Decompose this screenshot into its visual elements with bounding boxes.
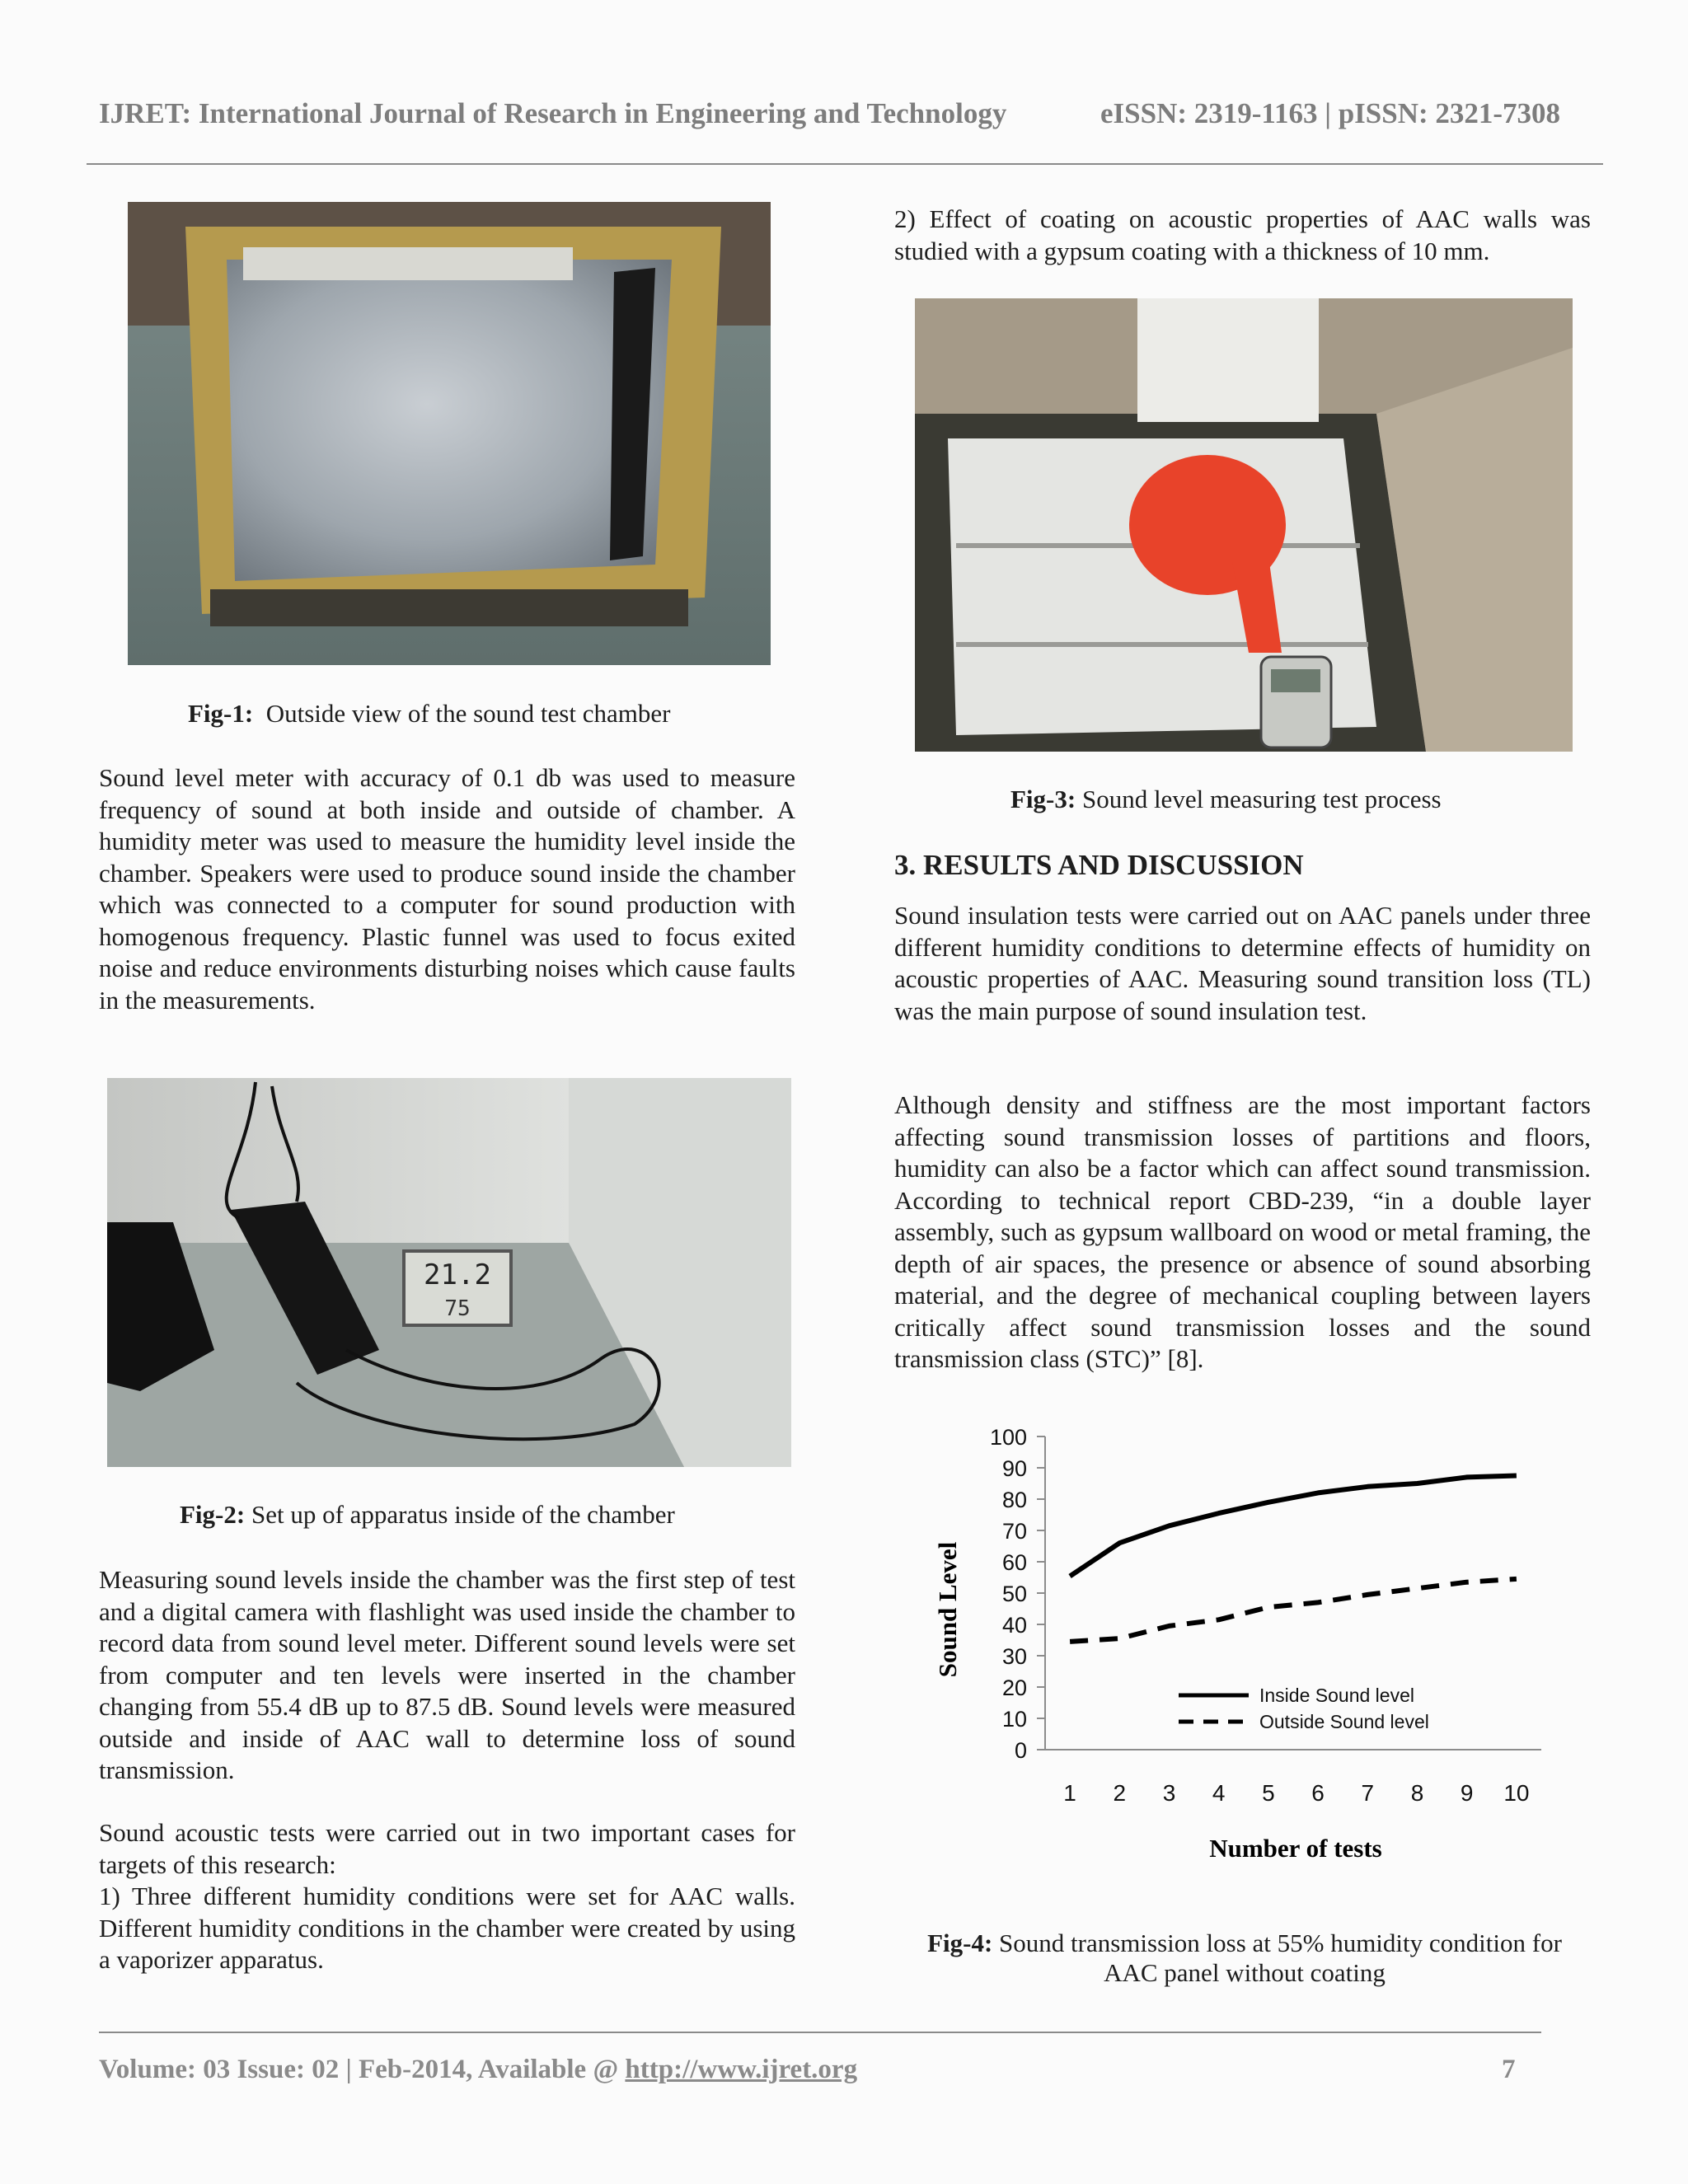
legend-label-1: Inside Sound level xyxy=(1259,1685,1414,1706)
chart-xlabel: Number of tests xyxy=(1209,1834,1382,1863)
y-tick-label: 100 xyxy=(989,1425,1027,1450)
section-heading: 3. RESULTS AND DISCUSSION xyxy=(894,849,1304,881)
paragraph-cases: Sound acoustic tests were carried out in two important cases for targets of this research: xyxy=(99,1818,795,1879)
y-tick-label: 60 xyxy=(1001,1550,1027,1575)
fig1-text: Outside view of the sound test chamber xyxy=(265,699,671,728)
footer-text: Volume: 03 Issue: 02 | Feb-2014, Available @ xyxy=(99,2055,626,2084)
paragraph-apparatus: Sound level meter with accuracy of 0.1 db was used to measure frequency of sound at both inside and outside of chamber. A humidity meter was used to measure the humidity level inside the chamber. Speakers were used to produce sound inside the chamber which was connected to a computer for sound production with homogenous frequency. Plastic funnel was used to focus exited noise and reduce environments disturbing noises which cause faults in the measurements. xyxy=(99,763,795,1015)
fig4-caption xyxy=(898,1929,1591,1988)
paragraph-insulation: Sound insulation tests were carried out on AAC panels under three different humidity conditions to determine effects of humidity on acoustic properties of AAC. Measuring sound transition loss (TL) was the main purpose of sound insulation test. xyxy=(894,901,1591,1025)
y-tick-label: 20 xyxy=(1001,1675,1027,1700)
fig2-label: Fig-2: xyxy=(180,1500,246,1529)
page-footer xyxy=(99,2055,857,2085)
series-line-1 xyxy=(1070,1476,1517,1577)
y-tick-label: 50 xyxy=(1001,1582,1027,1606)
paragraph-density: Although density and stiffness are the most important factors affecting sound transmission losses of partitions and floors, humidity can also be a factor which can affect sound transmission. According to technical report CBD-239, “in a double layer assembly, such as gypsum wallboard on wood or metal framing, the depth of air spaces, the presence or absence of sound absorbing material, and the degree of mechanical coupling between layers critically affect sound transmission losses and the sound transmission class (STC)” [8]. xyxy=(894,1090,1591,1373)
fig4-text-line1: Sound transmission loss at 55% humidity condition for xyxy=(999,1929,1562,1957)
case-item-2: 2) Effect of coating on acoustic properties of AAC walls was studied with a gypsum coating with a thickness of 10 mm. xyxy=(894,204,1591,265)
case-item-1: 1) Three different humidity conditions were set for AAC walls. Different humidity conditions in the chamber were created by using a vaporizer apparatus. xyxy=(99,1882,795,1974)
fig3-caption xyxy=(1010,785,1442,814)
fig2-display-small: 75 xyxy=(444,1296,471,1321)
fig2-photo xyxy=(107,1078,791,1467)
y-tick-label: 70 xyxy=(1001,1519,1027,1544)
fig1-label: Fig-1: xyxy=(188,699,254,728)
fig2-text: Set up of apparatus inside of the chamber xyxy=(251,1500,675,1529)
chart-series xyxy=(1070,1475,1517,1641)
fig4-chart xyxy=(894,1405,1570,1879)
fig4-text-line2: AAC panel without coating xyxy=(1104,1958,1386,1987)
paragraph-measurement: Measuring sound levels inside the chamber was the first step of test and a digital camera with flashlight was used inside the chamber to record data from sound level meter. Different sound levels were set from computer and ten levels were inserted in the chamber changing from 55.4 dB up to 87.5 dB. Sound levels were measured outside and inside of AAC wall to determine loss of sound transmission. xyxy=(99,1565,795,1784)
y-tick-label: 10 xyxy=(1001,1707,1027,1732)
page-number: 7 xyxy=(1502,2055,1516,2084)
fig2-caption xyxy=(180,1500,675,1530)
x-tick-label: 10 xyxy=(1503,1780,1530,1806)
x-tick-label: 9 xyxy=(1460,1780,1474,1806)
journal-issn: eISSN: 2319-1163 | pISSN: 2321-7308 xyxy=(1100,97,1561,129)
footer-rule xyxy=(99,2032,1541,2033)
y-tick-label: 80 xyxy=(1001,1488,1027,1512)
x-tick-label: 5 xyxy=(1262,1780,1275,1806)
header-rule xyxy=(87,163,1603,165)
x-tick-label: 6 xyxy=(1311,1780,1325,1806)
x-tick-label: 7 xyxy=(1361,1780,1375,1806)
y-tick-label: 0 xyxy=(1014,1738,1027,1763)
page-header xyxy=(99,97,1561,130)
journal-title: IJRET: International Journal of Research in Engineering and Technology xyxy=(99,97,1007,129)
fig3-photo xyxy=(915,298,1573,752)
fig3-text: Sound level measuring test process xyxy=(1081,785,1442,813)
x-tick-label: 1 xyxy=(1063,1780,1076,1806)
y-tick-label: 30 xyxy=(1001,1644,1027,1669)
chart-axes xyxy=(990,1425,1541,1806)
fig2-display-reading: 21.2 xyxy=(424,1258,491,1291)
x-tick-label: 8 xyxy=(1410,1780,1424,1806)
y-tick-label: 90 xyxy=(1001,1456,1027,1481)
y-tick-label: 40 xyxy=(1001,1613,1027,1638)
chart-ylabel: Sound Level xyxy=(933,1541,962,1678)
fig1-photo xyxy=(128,202,771,665)
chart-legend xyxy=(1179,1685,1429,1732)
fig4-label: Fig-4: xyxy=(927,1929,993,1957)
footer-link[interactable]: http://www.ijret.org xyxy=(625,2055,858,2084)
fig1-caption xyxy=(188,699,670,729)
series-line-2 xyxy=(1070,1579,1517,1642)
x-tick-label: 4 xyxy=(1212,1780,1226,1806)
legend-label-2: Outside Sound level xyxy=(1259,1711,1429,1732)
x-tick-label: 2 xyxy=(1113,1780,1127,1806)
fig3-label: Fig-3: xyxy=(1010,785,1076,813)
x-tick-label: 3 xyxy=(1162,1780,1176,1806)
